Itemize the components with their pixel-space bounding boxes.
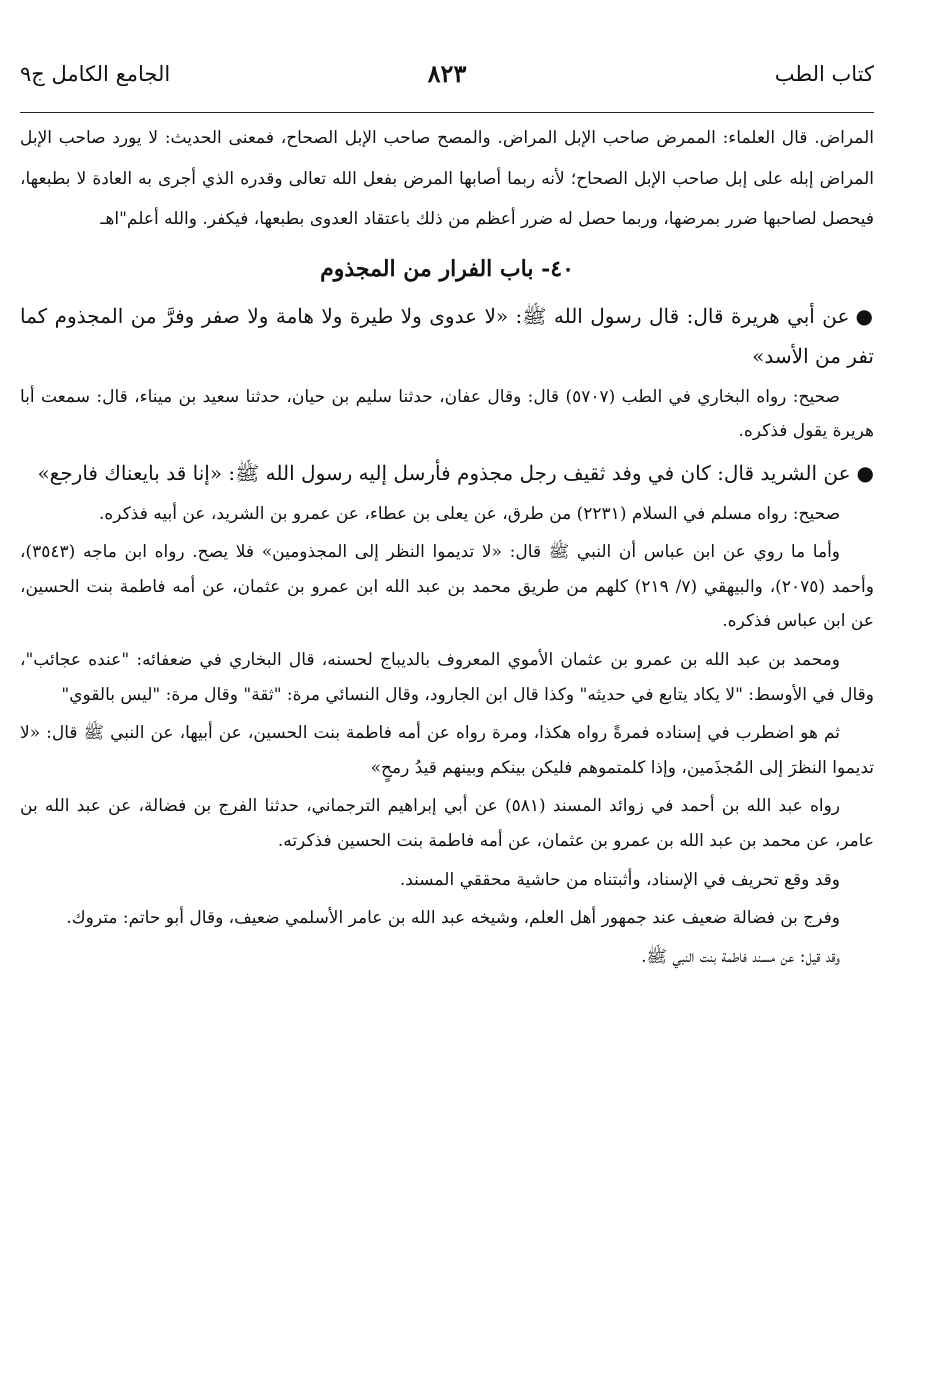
header-book-section: كتاب الطب xyxy=(774,62,874,86)
bullet-icon: ● xyxy=(856,460,874,485)
hadith-2-text: عن الشريد قال: كان في وفد ثقيف رجل مجذوم فأرسل إليه رسول الله ﷺ: «إنا قد بايعناك فارجع» xyxy=(37,460,851,485)
hadith-2 xyxy=(20,453,874,493)
chapter-title: ٤٠- باب الفرار من المجذوم xyxy=(320,255,574,282)
paragraph-6: رواه عبد الله بن أحمد في زوائد المسند (٥٨١) عن أبي إبراهيم الترجماني، حدثنا الفرج بن فضالة، عن عبد الله بن عامر، عن محمد بن عبد الله بن عمرو بن عثمان، عن أمه فاطمة بنت الحسين فذكرته. xyxy=(20,796,874,852)
paragraph-3: وأما ما روي عن ابن عباس أن النبي ﷺ قال: «لا تديموا النظر إلى المجذومين» فلا يصح. رواه ابن ماجه (٣٥٤٣)، وأحمد (٢٠٧٥)، والبيهقي (٧/ ٢١٩) كلهم من طريق محمد بن عبد الله ابن عمرو بن عثمان، عن أمه فاطمة بنت الحسين، عن ابن عباس فذكره. xyxy=(20,542,874,632)
takhrij-2: صحيح: رواه مسلم في السلام (٢٢٣١) من طرق، عن يعلى بن عطاء، عن عمرو بن الشريد، عن أبيه فذكره. xyxy=(99,503,840,524)
intro-paragraph: المراض. قال العلماء: الممرض صاحب الإبل المراض. والمصح صاحب الإبل الصحاح، فمعنى الحديث: لا يورد صاحب الإبل المراض إبله على إبل صاحب الإبل الصحاح؛ لأنه ربما أصابها المرض بفعل الله تعالى وقدره الذي أجرى به العادة لا بطبعها، فيحصل لصاحبها ضرر بمرضها، وربما حصل له ضرر أعظم من ذلك باعتقاد العدوى بطبعها، فيكفر. والله أعلم"اهـ xyxy=(20,128,874,229)
takhrij-1: صحيح: رواه البخاري في الطب (٥٧٠٧) قال: وقال عفان، حدثنا سليم بن حيان، حدثنا سعيد بن ميناء، قال: سمعت أبا هريرة يقول فذكره. xyxy=(20,386,874,442)
paragraph-4: ومحمد بن عبد الله بن عمرو بن عثمان الأموي المعروف بالديباج لحسنه، قال البخاري في ضعفائه: "عنده عجائب"، وقال في الأوسط: "لا يكاد يتابع في حديثه" وكذا قال ابن الجارود، وقال النسائي مرة: "ثقة" وقال مرة: "ليس بالقوي" xyxy=(20,650,874,705)
header-book-title: الجامع الكامل ج٩ xyxy=(20,62,171,86)
paragraph-9: وقد قيل: عن مسند فاطمة بنت النبي ﷺ. xyxy=(641,946,840,967)
paragraph-7: وقد وقع تحريف في الإسناد، وأثبتناه من حاشية محققي المسند. xyxy=(399,869,840,890)
paragraph-5: ثم هو اضطرب في إسناده فمرةً رواه هكذا، ومرة رواه عن أمه فاطمة بنت الحسين، عن أبيها، عن النبي ﷺ قال: «لا تديموا النظرَ إلى المُجذَمين، وإذا كلمتموهم فليكن بينكم وبينهم قيدُ رمحٍ» xyxy=(20,723,874,778)
page-number: ٨٢٣ xyxy=(427,59,467,88)
hadith-1-text: عن أبي هريرة قال: قال رسول الله ﷺ: «لا عدوى ولا طيرة ولا هامة ولا صفر وفرَّ من المجذوم كما تفر من الأسد» xyxy=(20,303,874,368)
hadith-1 xyxy=(20,296,874,376)
paragraph-8: وفرج بن فضالة ضعيف عند جمهور أهل العلم، وشيخه عبد الله بن عامر الأسلمي ضعيف، وقال أبو حاتم: متروك. xyxy=(66,908,840,929)
header-rule xyxy=(20,112,874,113)
bullet-icon: ● xyxy=(855,303,874,328)
page-body xyxy=(20,118,874,974)
running-header xyxy=(20,58,874,98)
